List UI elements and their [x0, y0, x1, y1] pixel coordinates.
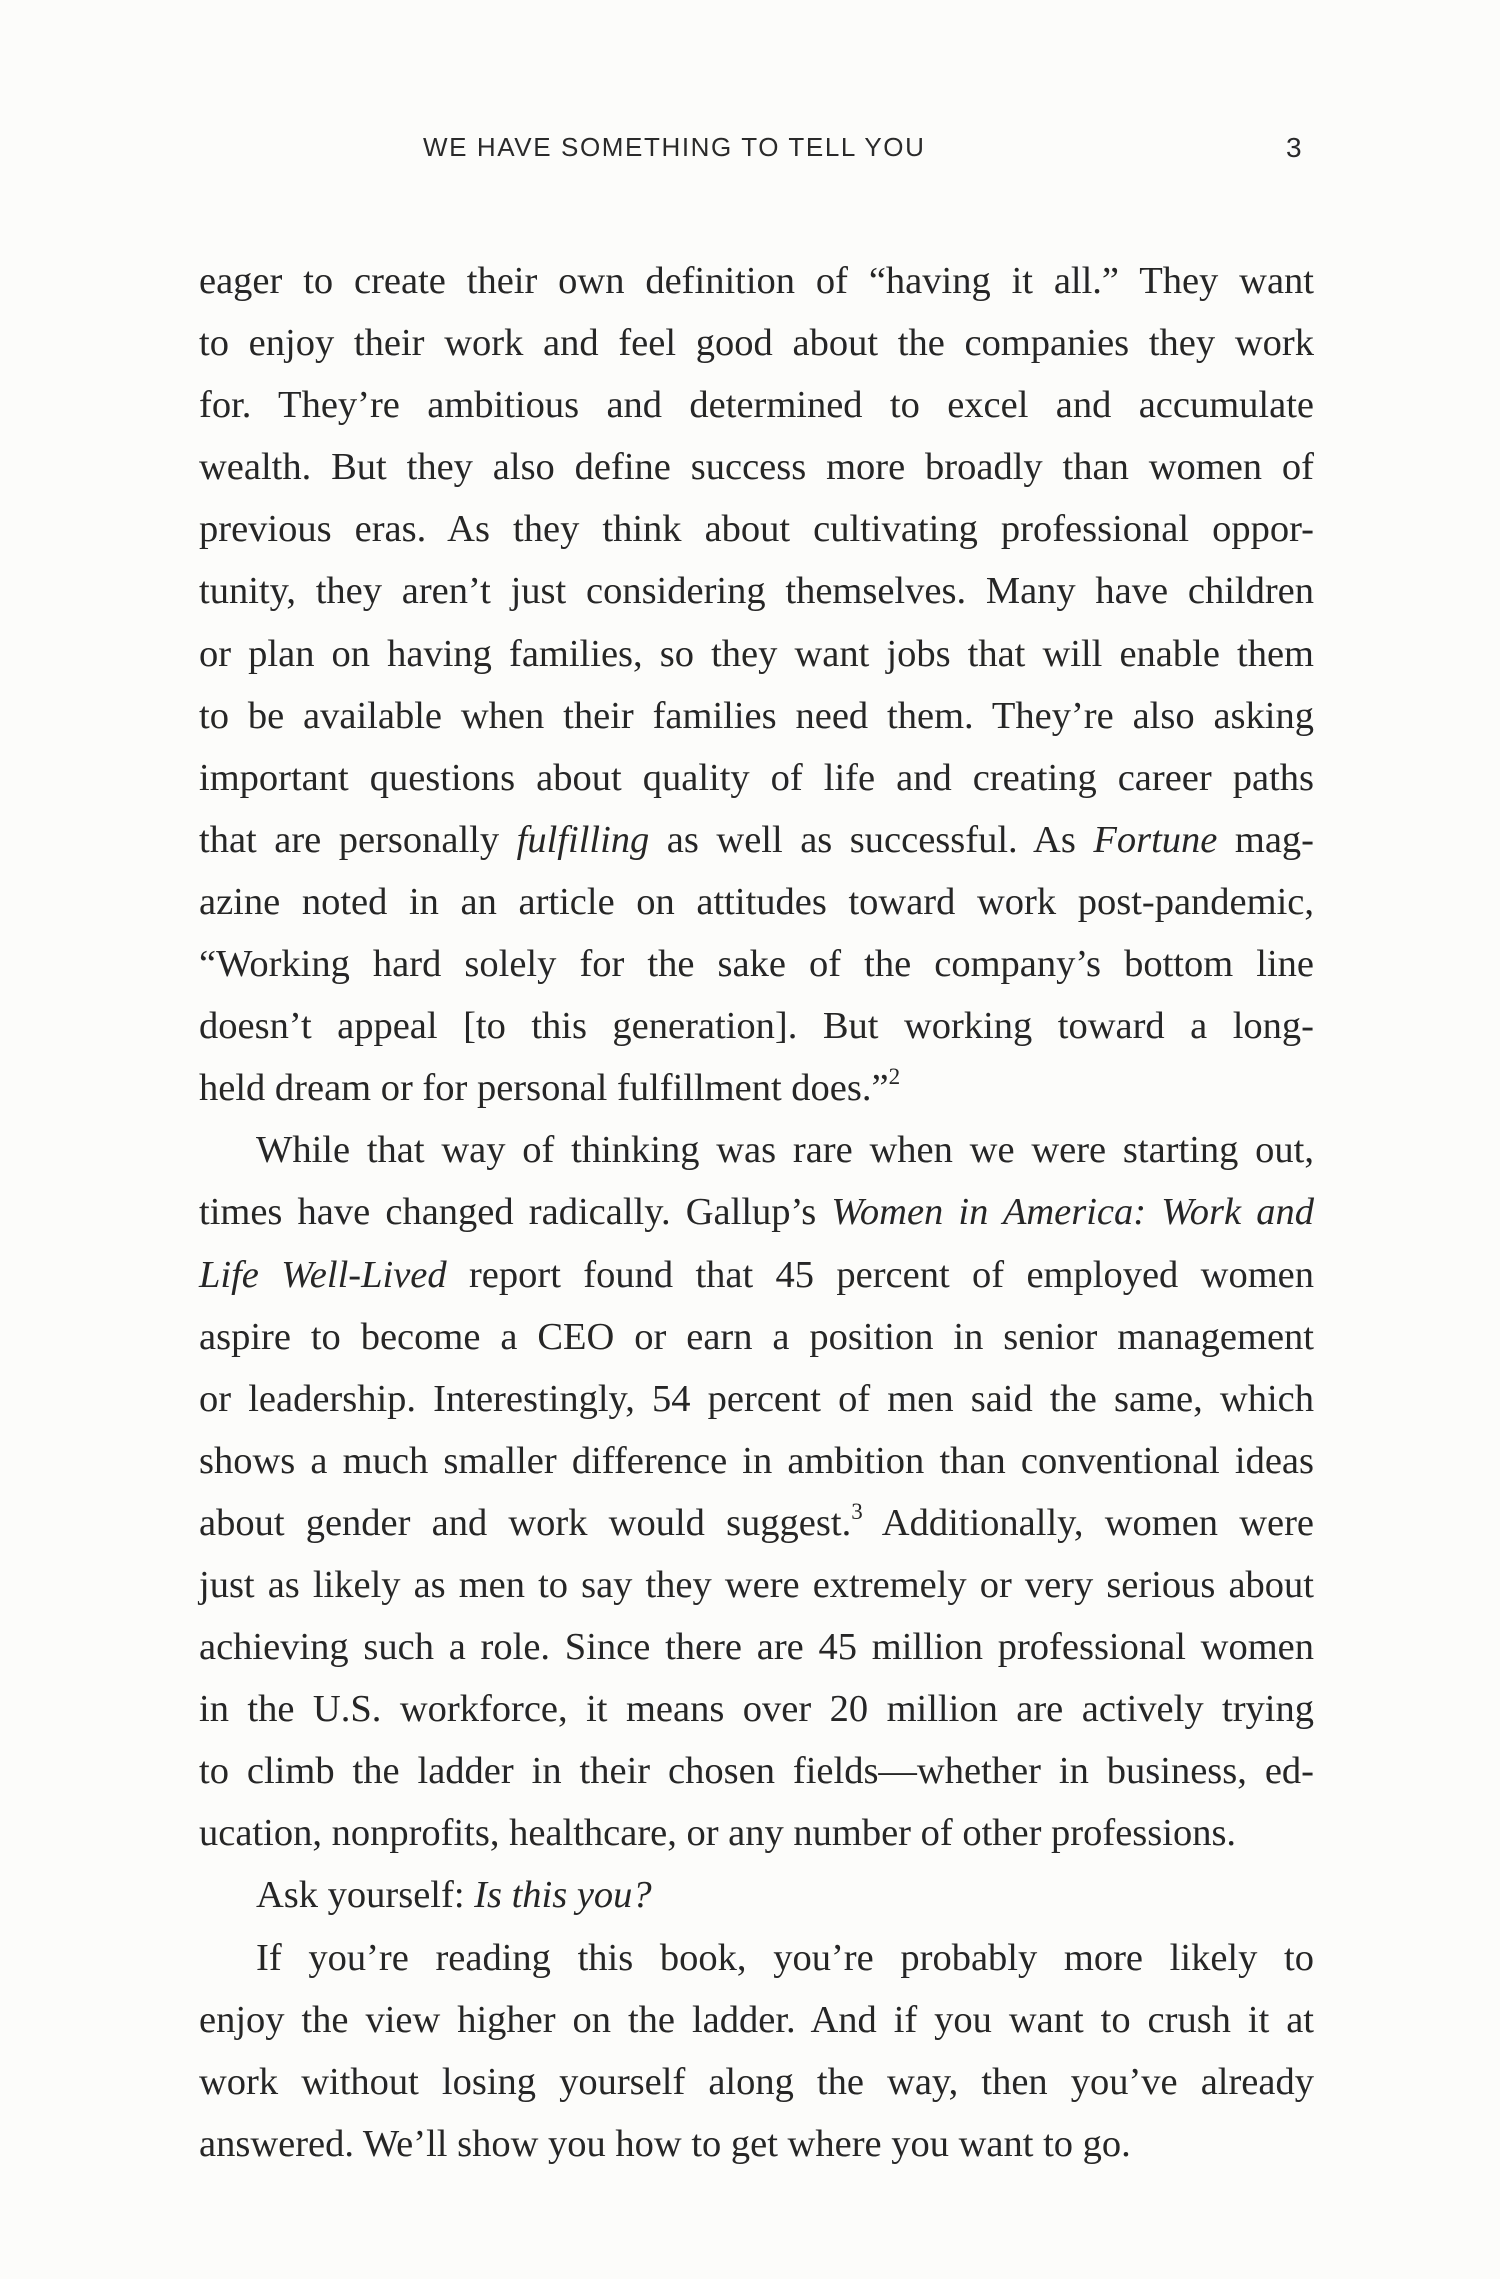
text-span: to enjoy their work and feel good about the companies they work: [199, 322, 1314, 365]
text-line: [199, 1244, 1314, 1306]
text-line: [199, 1740, 1314, 1802]
text-span: “Working hard solely for the sake of the company’s bottom line: [199, 943, 1314, 986]
running-head: WE HAVE SOMETHING TO TELL YOU: [423, 132, 926, 162]
text-line: [199, 1927, 1314, 1989]
text-span: or plan on having families, so they want jobs that will enable them: [199, 632, 1314, 675]
text-line: [199, 1616, 1314, 1678]
text-span: previous eras. As they think about cultivating professional oppor-: [199, 508, 1314, 551]
text-span: answered. We’ll show you how to get where you want to go.: [199, 2122, 1131, 2165]
text-line: [199, 436, 1314, 498]
text-line: [199, 1492, 1314, 1554]
text-line: [199, 250, 1314, 312]
text-line: [199, 995, 1314, 1057]
text-span: tunity, they aren’t just considering themselves. Many have children: [199, 570, 1314, 613]
italic-text: Life Well-Lived: [199, 1253, 447, 1296]
text-span: as well as successful. As: [649, 818, 1094, 861]
text-span: work without losing yourself along the way, then you’ve already: [199, 2060, 1314, 2103]
text-line: [199, 1802, 1314, 1864]
footnote-ref: 3: [851, 1497, 863, 1524]
text-line: [199, 933, 1314, 995]
text-line: [199, 312, 1314, 374]
text-span: held dream or for personal fulfillment does.”: [199, 1067, 889, 1110]
text-line: [199, 560, 1314, 622]
text-line: [199, 2113, 1314, 2175]
text-span: azine noted in an article on attitudes toward work post-pandemic,: [199, 880, 1314, 923]
text-line: [199, 498, 1314, 560]
italic-text: Women in America: Work and: [831, 1191, 1314, 1234]
text-span: for. They’re ambitious and determined to excel and accumulate: [199, 384, 1314, 427]
text-span: Ask yourself:: [256, 1874, 475, 1917]
text-span: eager to create their own definition of “having it all.” They want: [199, 260, 1314, 302]
text-span: to climb the ladder in their chosen fields—whether in business, ed-: [199, 1750, 1314, 1793]
text-span: just as likely as men to say they were extremely or very serious about: [199, 1563, 1314, 1606]
text-span: While that way of thinking was rare when we were starting out,: [256, 1129, 1314, 1172]
text-line: [199, 1989, 1314, 2051]
text-line: [199, 374, 1314, 436]
text-span: that are personally: [199, 818, 517, 861]
text-span: mag-: [1217, 818, 1314, 861]
text-span: in the U.S. workforce, it means over 20 million are actively trying: [199, 1688, 1314, 1731]
text-line: [199, 1554, 1314, 1616]
text-span: shows a much smaller difference in ambition than conventional ideas: [199, 1439, 1314, 1482]
italic-text: Is this you?: [474, 1874, 652, 1917]
body-text: [199, 250, 1314, 2175]
text-span: about gender and work would suggest.: [199, 1501, 852, 1544]
text-span: important questions about quality of life and creating career paths: [199, 756, 1314, 799]
page-number: 3: [1286, 132, 1302, 163]
text-line: [199, 623, 1314, 685]
text-line: [199, 1119, 1314, 1181]
text-span: aspire to become a CEO or earn a position in senior management: [199, 1315, 1314, 1358]
text-line: [199, 1678, 1314, 1740]
text-span: or leadership. Interestingly, 54 percent of men said the same, which: [199, 1377, 1314, 1420]
text-span: achieving such a role. Since there are 45 million professional women: [199, 1626, 1314, 1669]
text-span: times have changed radically. Gallup’s: [199, 1191, 832, 1234]
text-span: report found that 45 percent of employed women: [446, 1253, 1314, 1296]
text-span: doesn’t appeal [to this generation]. But working toward a long-: [199, 1005, 1314, 1048]
text-span: If you’re reading this book, you’re probably more likely to: [256, 1936, 1314, 1979]
text-span: Additionally, women were: [862, 1501, 1315, 1544]
text-line: [199, 871, 1314, 933]
italic-text: Fortune: [1093, 818, 1218, 861]
text-line: [199, 809, 1314, 871]
text-line: [199, 2051, 1314, 2113]
italic-text: fulfilling: [516, 818, 650, 861]
text-line: [199, 747, 1314, 809]
text-span: enjoy the view higher on the ladder. And if you want to crush it at: [199, 1998, 1314, 2041]
text-span: ucation, nonprofits, healthcare, or any number of other professions.: [199, 1812, 1237, 1855]
text-line: [199, 1306, 1314, 1368]
text-line: [199, 685, 1314, 747]
text-line: [199, 1181, 1314, 1243]
text-line: [199, 1368, 1314, 1430]
text-line: [199, 1057, 1314, 1119]
text-span: wealth. But they also define success more broadly than women of: [199, 446, 1314, 489]
text-line: [199, 1430, 1314, 1492]
footnote-ref: 2: [888, 1063, 901, 1090]
text-line: [199, 1864, 1314, 1926]
text-span: to be available when their families need them. They’re also asking: [199, 694, 1314, 737]
